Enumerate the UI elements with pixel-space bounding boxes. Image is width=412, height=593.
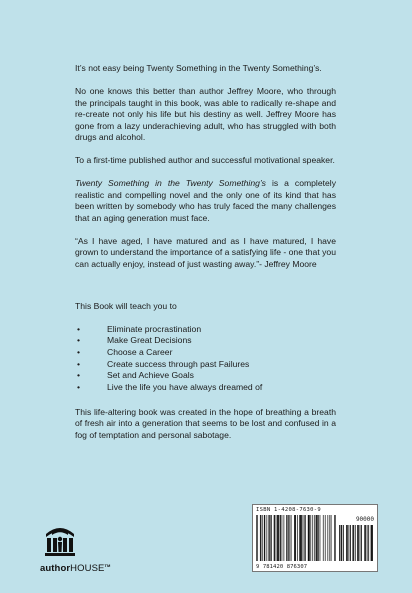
barcode-bar xyxy=(276,515,277,561)
barcode-bar xyxy=(331,515,332,561)
price-addon-barcode xyxy=(339,525,373,561)
barcode-bar xyxy=(310,515,311,561)
barcode-bar xyxy=(291,515,292,561)
barcode-bar xyxy=(261,515,262,561)
barcode-bar xyxy=(301,515,302,561)
barcode-bar xyxy=(348,525,349,561)
barcode-bar xyxy=(361,525,362,561)
barcode-bar xyxy=(343,525,344,561)
barcode-bar xyxy=(280,515,281,561)
publisher-name-light: HOUSE xyxy=(70,563,105,575)
barcode-bar xyxy=(299,515,300,561)
intro-paragraph: It’s not easy being Twenty Something in the Twenty Something’s. xyxy=(75,63,322,73)
barcode-bar xyxy=(256,515,257,561)
closing-paragraph: This life-altering book was created in the hope of breathing a breath of fresh air into a generation that seems to be lost and confused in a fog of temptation and personal sabotage. xyxy=(75,406,336,440)
publisher-name xyxy=(40,563,110,574)
barcode-bar xyxy=(308,515,309,561)
barcode-bar xyxy=(312,515,313,561)
barcode-bar xyxy=(318,515,319,561)
barcode-bar xyxy=(280,515,281,561)
barcode-bar xyxy=(287,515,288,561)
barcode-bar xyxy=(365,525,366,561)
teaching-list xyxy=(75,324,336,394)
price-code: 90000 xyxy=(355,516,374,523)
barcode-bar xyxy=(347,525,348,561)
barcode-bar xyxy=(286,515,287,561)
teach-intro: This Book will teach you to xyxy=(75,301,177,311)
barcode-bar xyxy=(367,525,368,561)
barcode-bar xyxy=(295,515,296,561)
barcode-bar xyxy=(269,515,270,561)
barcode-bar xyxy=(289,515,290,561)
barcode-bar xyxy=(316,515,317,561)
barcode-bar xyxy=(264,515,265,561)
barcode-bar xyxy=(325,515,326,561)
barcode-bar xyxy=(300,515,301,561)
book-title: Twenty Something in the Twenty Something’s xyxy=(75,178,266,188)
isbn-barcode xyxy=(252,504,378,572)
barcode-bar xyxy=(277,515,278,561)
barcode-bar xyxy=(309,515,310,561)
publisher-name-bold: author xyxy=(40,563,71,575)
isbn-label: ISBN 1-4208-7630-9 xyxy=(256,507,322,513)
barcode-bar xyxy=(282,515,283,561)
author-paragraph: No one knows this better than author Jeffrey Moore, who through the principals taught in this book, was able to radically re-shape and re-create not only his life but his destiny as well. Jeffrey Moore has gone from a lazy underachieving adult, who has struggled with both drugs and alcohol. xyxy=(75,86,336,142)
barcode-bar xyxy=(271,515,272,561)
barcode-bar xyxy=(314,515,315,561)
barcode-bar xyxy=(304,515,305,561)
blurb-text xyxy=(75,63,336,453)
barcode-bar xyxy=(268,515,269,561)
barcode-bar xyxy=(265,515,266,561)
barcode-bar xyxy=(371,525,372,561)
barcode-bar xyxy=(305,515,306,561)
barcode-bar xyxy=(294,515,295,561)
list-item: • Live the life you have always dreamed of xyxy=(75,382,336,394)
barcode-bar xyxy=(274,515,275,561)
barcode-bar xyxy=(371,525,372,561)
barcode-bar xyxy=(257,515,258,561)
barcode-bar xyxy=(364,525,365,561)
book-description-paragraph xyxy=(75,178,336,224)
barcode-bar xyxy=(274,515,275,561)
barcode-bar xyxy=(360,525,361,561)
list-item: • Make Great Decisions xyxy=(75,335,336,347)
barcode-bar xyxy=(278,515,279,561)
book-description-text: is a completely realistic and compelling novel and the only one of its kind that has been written by somebody who has truly faced the many challenges that an aging generation must face. xyxy=(75,178,336,223)
barcode-bar xyxy=(346,525,347,561)
barcode-bar xyxy=(327,515,328,561)
barcode-bar xyxy=(341,525,342,561)
barcode-bar xyxy=(317,515,318,561)
ean-barcode xyxy=(256,515,336,561)
barcode-digits: 9 781420 876307 xyxy=(256,564,308,570)
barcode-bar xyxy=(341,525,342,561)
barcode-bar xyxy=(335,515,336,561)
barcode-bar xyxy=(320,515,321,561)
barcode-bar xyxy=(303,515,304,561)
barcode-bar xyxy=(357,525,358,561)
barcode-bar xyxy=(329,515,330,561)
list-item: • Choose a Career xyxy=(75,347,336,359)
list-item: • Eliminate procrastination xyxy=(75,324,336,336)
author-quote: “As I have aged, I have matured and as I have matured, I have grown to understand the importance of a satisfying life - one that you can actually enjoy, instead of just wasting away.”- Jeffrey Moore xyxy=(75,235,336,269)
barcode-bar xyxy=(284,515,285,561)
barcode-bar xyxy=(334,515,335,561)
barcode-bar xyxy=(339,525,340,561)
barcode-bar xyxy=(355,525,356,561)
barcode-bar xyxy=(368,525,369,561)
barcode-bar xyxy=(262,515,263,561)
barcode-bar xyxy=(266,515,267,561)
speaker-paragraph: To a first-time published author and successful motivational speaker. xyxy=(75,155,335,165)
barcode-bar xyxy=(323,515,324,561)
barcode-bar xyxy=(295,515,296,561)
barcode-bar xyxy=(288,515,289,561)
barcode-bar xyxy=(372,525,373,561)
trademark: TM xyxy=(104,563,111,568)
barcode-bar xyxy=(270,515,271,561)
barcode-bar xyxy=(316,515,317,561)
barcode-bar xyxy=(308,515,309,561)
barcode-bar xyxy=(358,525,359,561)
list-item: • Create success through past Failures xyxy=(75,359,336,371)
book-arch-icon xyxy=(40,518,80,560)
list-item: • Set and Achieve Goals xyxy=(75,370,336,382)
barcode-bar xyxy=(260,515,261,561)
barcode-bar xyxy=(297,515,298,561)
barcode-bar xyxy=(350,525,351,561)
barcode-bar xyxy=(278,515,279,561)
barcode-bar xyxy=(353,525,354,561)
barcode-bar xyxy=(301,515,302,561)
barcode-bar xyxy=(352,525,353,561)
